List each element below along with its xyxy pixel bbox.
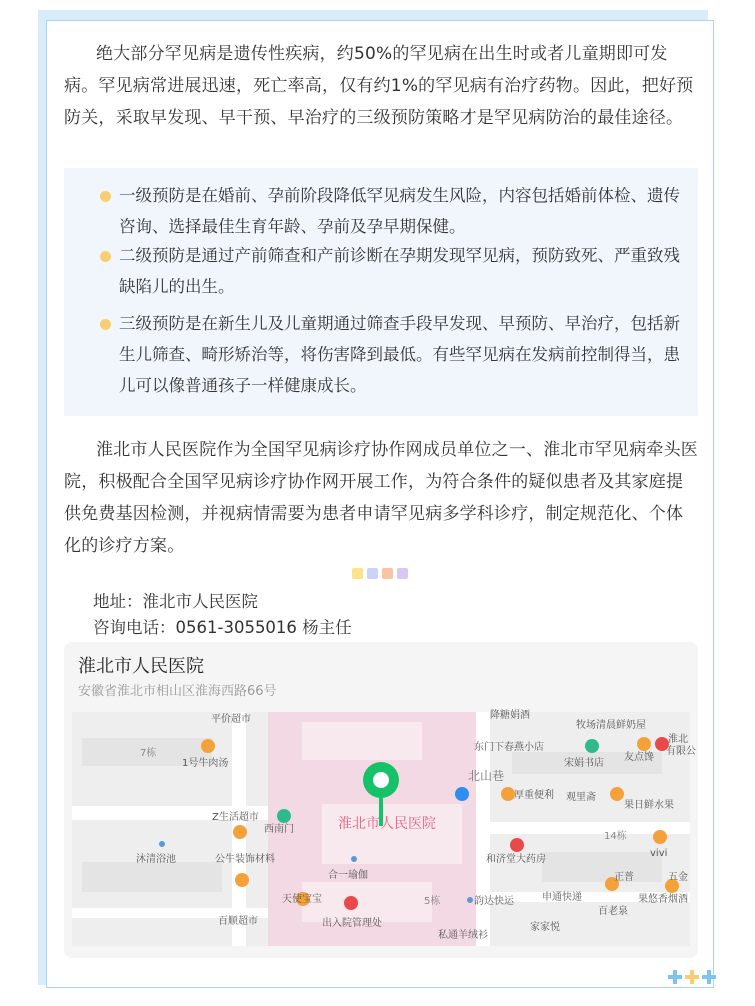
map-location-name[interactable]: 淮北市人民医院 — [78, 656, 204, 677]
color-divider — [352, 564, 412, 576]
map-label: 厚重便利 — [514, 790, 554, 801]
map-label: Z生活超市 — [212, 812, 259, 823]
divider-square — [397, 568, 408, 579]
map-label: 沐清浴池 — [136, 854, 176, 865]
list-item: 一级预防是在婚前、孕前阶段降低罕见病发生风险，内容包括婚前体检、遗传咨询、选择最佳生育年龄、孕前及孕早期保健。 — [84, 180, 684, 242]
map-label: 7栋 — [140, 748, 157, 759]
map-label: 牧场清晨鲜奶屋 — [576, 720, 646, 731]
map-label: 百老泉 — [598, 906, 628, 917]
map-label: 申通快递 — [542, 892, 582, 903]
map-label: 平价超市 — [211, 714, 251, 725]
map-label: 东门下春燕小店 — [474, 742, 544, 753]
map-label: 14栋 — [604, 831, 627, 842]
intro-paragraph: 绝大部分罕见病是遗传性疾病，约50%的罕见病在出生时或者儿童期即可发病。罕见病常进展迅速，死亡率高，仅有约1%的罕见病有治疗药物。因此，把好预防关，采取早发现、早干预、早治疗的三级预防策略才是罕见病防治的最佳途径。 — [64, 44, 694, 128]
map-label: 1号牛肉汤 — [182, 758, 229, 769]
map-label: 五金 — [668, 872, 688, 883]
map-card[interactable] — [64, 642, 698, 958]
map-label: 友点馋 — [624, 752, 654, 763]
map-label: 降糖娟酒 — [490, 710, 530, 721]
map-location-address: 安徽省淮北市相山区淮海西路66号 — [78, 684, 277, 699]
map-label: 出入院管理处 — [322, 918, 382, 929]
map-label: 宋娟书店 — [564, 758, 604, 769]
map-label: 果悠香烟酒 — [638, 894, 688, 905]
map-label: 北山巷 — [468, 769, 505, 783]
plus-decoration-icon — [668, 968, 718, 986]
map-label: 私通羊绒衫 — [438, 930, 488, 941]
prevention-list — [64, 168, 698, 416]
map-hospital-label: 淮北市人民医院 — [338, 816, 436, 832]
map-label: 天使宝宝 — [282, 894, 322, 905]
divider-square — [352, 568, 363, 579]
bullet-dot-icon — [100, 191, 111, 202]
bullet-dot-icon — [100, 251, 111, 262]
map-label: 观里斋 — [566, 792, 596, 803]
map-label: 韵达快运 — [474, 896, 514, 907]
map-view[interactable] — [72, 710, 696, 946]
map-label: 和济堂大药房 — [486, 854, 546, 865]
map-label: 有限公 — [666, 746, 696, 757]
address-line: 地址：淮北市人民医院 — [93, 592, 258, 611]
map-label: 家家悦 — [530, 922, 560, 933]
map-label: 百顺超市 — [218, 916, 258, 927]
map-label: 合一瑜伽 — [328, 870, 368, 881]
bullet-dot-icon — [100, 319, 111, 330]
map-label: vivi — [650, 848, 668, 859]
list-item: 三级预防是在新生儿及儿童期通过筛查手段早发现、早预防、早治疗，包括新生儿筛查、畸形矫治等，将伤害降到最低。有些罕见病在发病前控制得当，患儿可以像普通孩子一样健康成长。 — [84, 308, 684, 401]
list-item: 二级预防是通过产前筛查和产前诊断在孕期发现罕见病，预防致死、严重致残缺陷儿的出生。 — [84, 240, 684, 302]
map-label: 淮北 — [668, 734, 688, 745]
map-label: 5栋 — [424, 896, 441, 907]
map-label: 公牛装饰材料 — [215, 854, 275, 865]
phone-line: 咨询电话：0561-3055016 杨主任 — [93, 618, 352, 637]
map-label: 果日鲜水果 — [624, 800, 674, 811]
divider-square — [382, 568, 393, 579]
divider-square — [367, 568, 378, 579]
map-label: 正普 — [614, 872, 634, 883]
map-label: 西南门 — [264, 824, 294, 835]
hospital-paragraph: 淮北市人民医院作为全国罕见病诊疗协作网成员单位之一、淮北市罕见病牵头医院，积极配合全国罕见病诊疗协作网开展工作，为符合条件的疑似患者及其家庭提供免费基因检测，并视病情需要为患者申请罕见病多学科诊疗，制定规范化、个体化的诊疗方案。 — [64, 440, 698, 556]
